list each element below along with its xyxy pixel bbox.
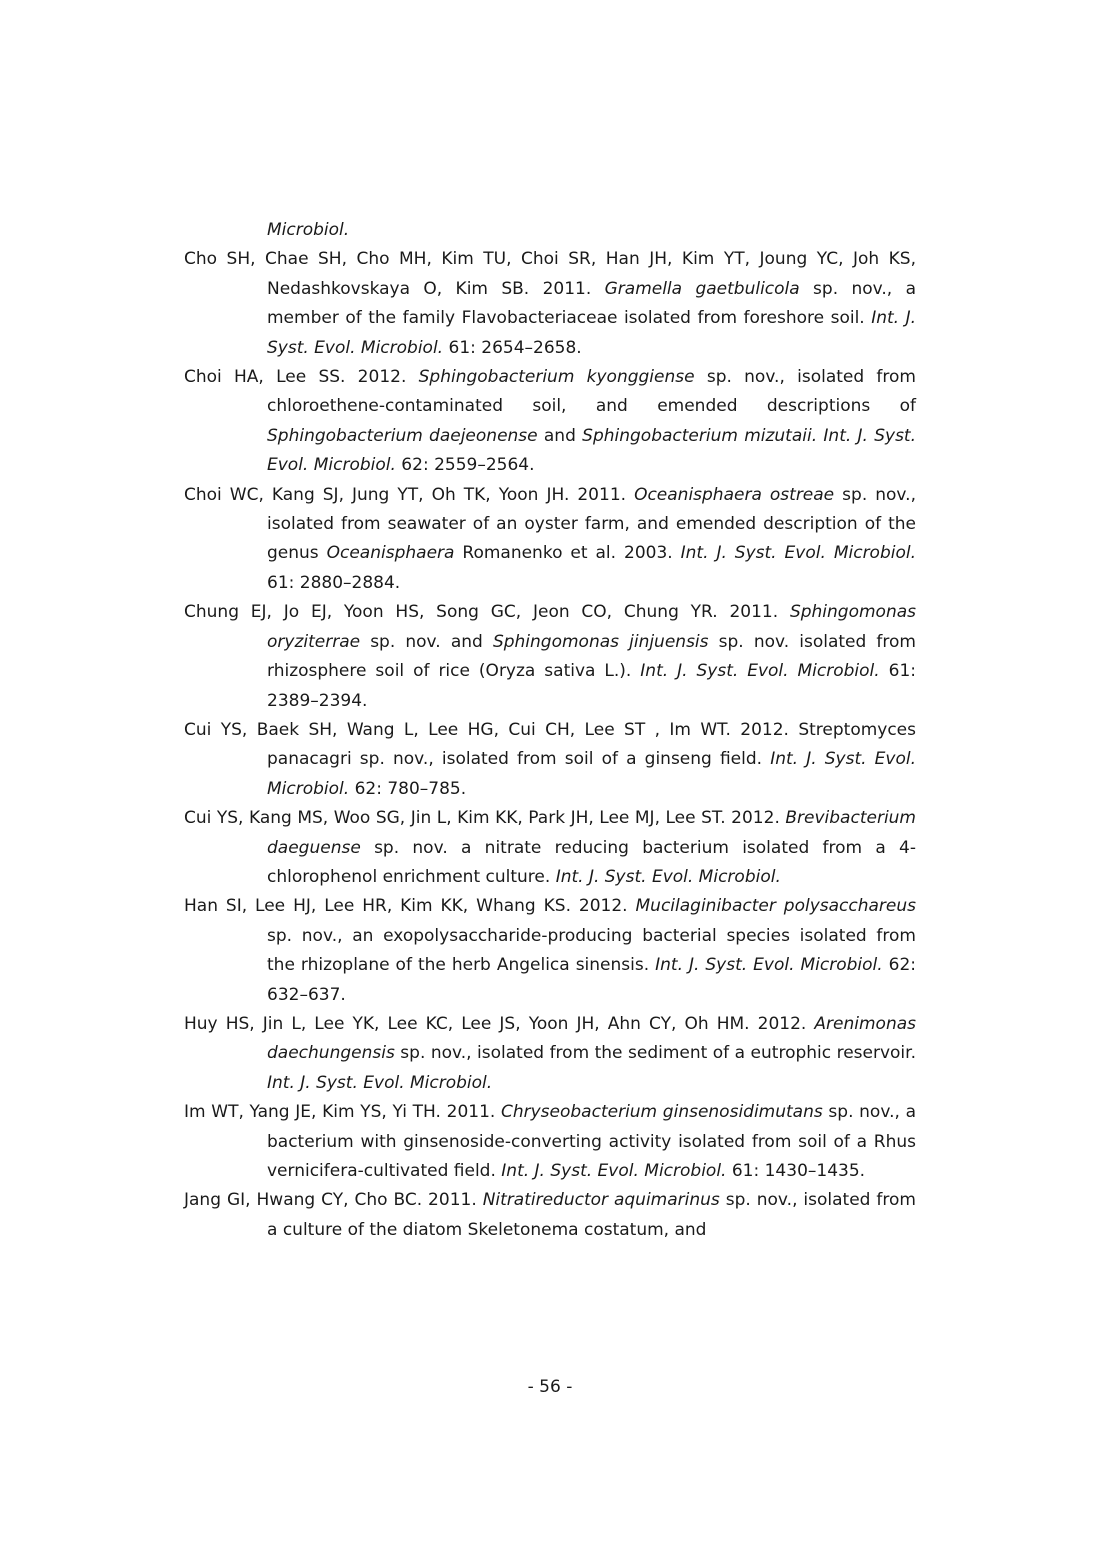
reference-entry-continued: [184, 216, 916, 245]
reference-entry: [184, 804, 916, 892]
reference-italic-text: Int. J. Syst. Evol. Microbiol.: [655, 955, 883, 976]
reference-entry: [184, 245, 916, 363]
reference-italic-text: Sphingobacterium mizutaii.: [582, 425, 818, 446]
reference-entry: [184, 1098, 916, 1186]
reference-text: Im WT, Yang JE, Kim YS, Yi TH. 2011.: [184, 1102, 501, 1123]
reference-text: Romanenko et al. 2003.: [454, 543, 681, 564]
reference-text: Cui YS, Baek SH, Wang L, Lee HG, Cui CH, Lee ST , Im WT. 2012. Streptomyces panacagri sp. nov., isolated from soil of a ginseng field.: [184, 719, 916, 770]
reference-text: sp. nov., isolated from the sediment of a eutrophic reservoir.: [394, 1043, 916, 1064]
reference-text: sp. nov. isolated from rhizosphere soil of rice (Oryza sativa L.).: [267, 631, 916, 682]
reference-italic-text: Mucilaginibacter polysacchareus: [635, 896, 916, 917]
reference-text: Chung EJ, Jo EJ, Yoon HS, Song GC, Jeon CO, Chung YR. 2011.: [184, 602, 790, 623]
reference-text: 62: 632–637.: [267, 955, 917, 1005]
reference-text: 61: 2654–2658.: [443, 337, 582, 358]
reference-text: sp. nov., isolated from a culture of the diatom Skeletonema costatum, and: [267, 1190, 916, 1240]
reference-italic-text: Sphingomonas oryziterrae: [267, 602, 916, 652]
reference-italic-text: Nitratireductor aquimarinus: [482, 1190, 720, 1211]
reference-text: sp. nov., a member of the family Flavobacteriaceae isolated from foreshore soil.: [267, 278, 916, 329]
reference-text: sp. nov. and: [360, 631, 493, 652]
reference-italic-text: Sphingobacterium kyonggiense: [418, 367, 695, 388]
reference-text: Cui YS, Kang MS, Woo SG, Jin L, Kim KK, Park JH, Lee MJ, Lee ST. 2012.: [184, 808, 786, 829]
reference-italic-text: Sphingomonas jinjuensis: [492, 631, 709, 652]
reference-entry: [184, 363, 916, 481]
reference-text: Jang GI, Hwang CY, Cho BC. 2011.: [184, 1190, 483, 1211]
reference-entry: [184, 598, 916, 716]
reference-entry: [184, 716, 916, 804]
reference-text: sp. nov. a nitrate reducing bacterium isolated from a 4-chlorophenol enrichment culture.: [267, 837, 916, 887]
reference-entry: [184, 1186, 916, 1245]
reference-text: Choi HA, Lee SS. 2012.: [184, 367, 419, 388]
reference-italic-text: Sphingobacterium daejeonense: [267, 425, 538, 446]
reference-italic-text: Int. J. Syst. Evol. Microbiol.: [267, 1072, 493, 1093]
reference-italic-text: Oceanisphaera: [326, 543, 455, 564]
reference-italic-text: Int. J. Syst. Evol. Microbiol.: [267, 749, 917, 799]
reference-italic-text: Int. J. Syst. Evol. Microbiol.: [680, 543, 916, 564]
reference-text: and: [537, 425, 583, 446]
reference-text: sp. nov., an exopolysaccharide-producing bacterial species isolated from the rhizoplane of the herb Angelica sinensis.: [267, 925, 916, 976]
reference-italic-text: Brevibacterium daeguense: [267, 808, 916, 858]
reference-text: Cho SH, Chae SH, Cho MH, Kim TU, Choi SR, Han JH, Kim YT, Joung YC, Joh KS, Nedashkovskaya O, Kim SB. 2011.: [184, 249, 916, 299]
reference-entry: [184, 481, 916, 599]
reference-text: sp. nov., isolated from chloroethene-contaminated soil, and emended descriptions of: [267, 367, 916, 417]
reference-text: sp. nov., isolated from seawater of an oyster farm, and emended description of the genus: [267, 484, 916, 564]
reference-italic-text: Microbiol.: [267, 220, 350, 240]
reference-text: Huy HS, Jin L, Lee YK, Lee KC, Lee JS, Yoon JH, Ahn CY, Oh HM. 2012.: [184, 1013, 815, 1034]
reference-list: [184, 216, 916, 1245]
page-number: - 56 -: [527, 1377, 573, 1397]
reference-text: 61: 2389–2394.: [267, 661, 917, 711]
reference-text: 61: 2880–2884.: [267, 572, 401, 593]
reference-italic-text: Int. J. Syst. Evol. Microbiol.: [267, 308, 916, 358]
reference-italic-text: Int. J. Syst. Evol. Microbiol.: [501, 1161, 727, 1181]
reference-text: Han SI, Lee HJ, Lee HR, Kim KK, Whang KS. 2012.: [184, 896, 636, 917]
reference-text: 62: 780–785.: [349, 778, 467, 799]
reference-italic-text: Arenimonas daechungensis: [267, 1013, 916, 1064]
reference-text: Choi WC, Kang SJ, Jung YT, Oh TK, Yoon JH. 2011.: [184, 484, 635, 505]
reference-italic-text: Gramella gaetbulicola: [604, 278, 800, 299]
reference-italic-text: Int. J. Syst. Evol. Microbiol.: [640, 661, 880, 682]
reference-entry: [184, 1010, 916, 1098]
reference-entry: [184, 892, 916, 1010]
reference-italic-text: Int. J. Syst. Evol. Microbiol.: [267, 425, 916, 476]
reference-italic-text: Oceanisphaera ostreae: [634, 484, 835, 505]
reference-text: 61: 1430–1435.: [726, 1161, 866, 1181]
reference-italic-text: Chryseobacterium ginsenosidimutans: [500, 1102, 823, 1123]
reference-text: 62: 2559–2564.: [395, 455, 535, 476]
reference-text: sp. nov., a bacterium with ginsenoside-converting activity isolated from soil of a Rhus vernicifera-cultivated field.: [267, 1102, 916, 1181]
reference-italic-text: Int. J. Syst. Evol. Microbiol.: [555, 866, 781, 887]
